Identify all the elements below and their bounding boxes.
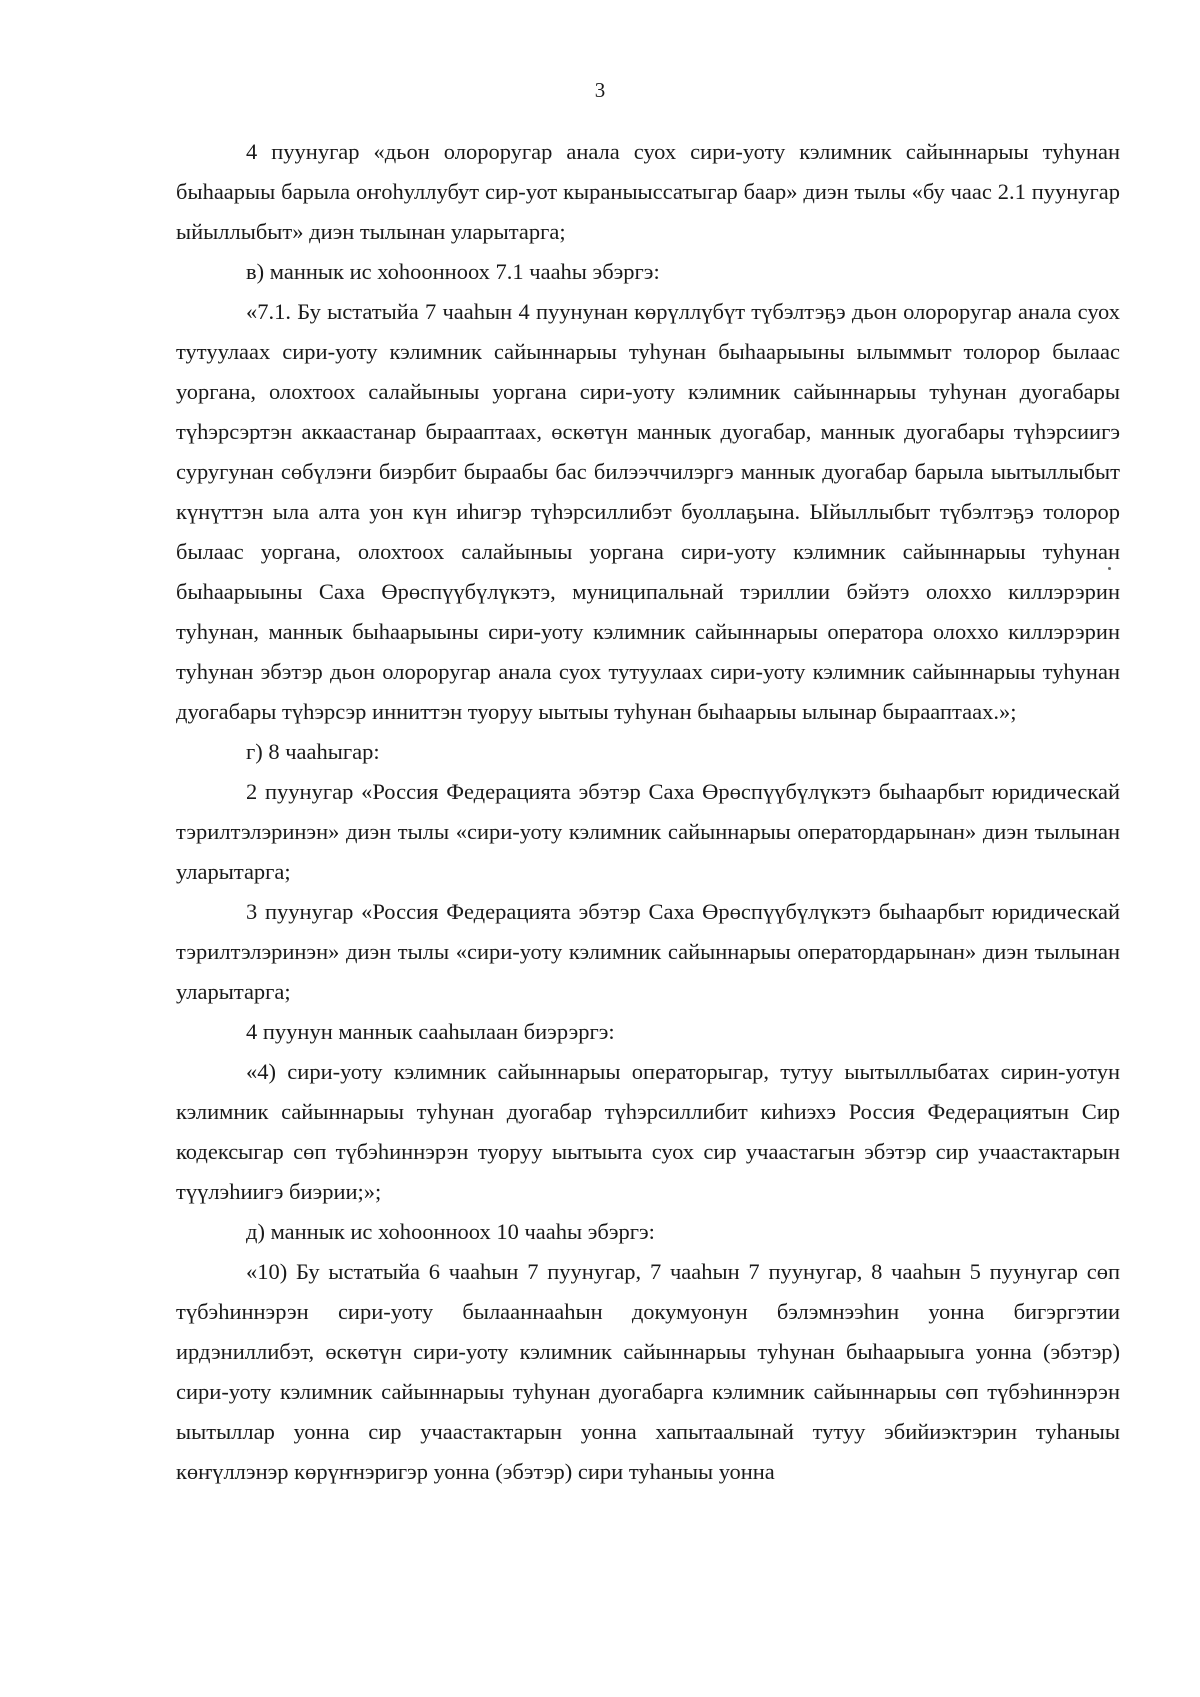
paragraph: г) 8 чааһыгар: — [246, 739, 380, 764]
paragraph: «10) Бу ыстатыйа 6 чааһын 7 пуунугар, 7 чааһын 7 пуунугар, 8 чааһын 5 пуунугар сөп түбэһиннэрэн сири-уоту былааннааһын докумуонун бэлэмнээһин уонна бигэргэтии ирдэниллибэт, өскөтүн сири-уоту кэлимник сайыннарыы туһунан быһаарыыга уонна (эбэтэр) сири-уоту кэлимник сайыннарыы туһунан дуогабарга кэлимник сайыннарыы сөп түбэһиннэрэн ыытыллар уонна сир учаастактарын уонна хапытаалынай тутуу эбийиэктэрин туһаныы көҥүллэнэр көрүҥнэригэр уонна (эбэтэр) сири туһаныы уонна — [176, 1259, 1120, 1484]
paragraph: в) маннык ис хоһоонноох 7.1 чааһы эбэргэ: — [246, 259, 660, 284]
paragraph: 2 пуунугар «Россия Федерацията эбэтэр Саха Өрөспүүбүлүкэтэ быһаарбыт юридическай тэрилтэлэринэн» диэн тылы «сири-уоту кэлимник сайыннарыы оператордарынан» диэн тылынан уларытарга; — [176, 779, 1120, 884]
paragraph: «7.1. Бу ыстатыйа 7 чааһын 4 пуунунан көрүллүбүт түбэлтэҕэ дьон олороругар анала суох тутуулаах сири-уоту кэлимник сайыннарыы туһунан быһаарыыны ылыммыт толорор былаас уоргана, олохтоох салайыныы уоргана сири-уоту кэлимник сайыннарыы туһунан дуогабары түһэрсэртэн аккаастанар бырааптаах, өскөтүн маннык дуогабар, маннык дуогабары түһэрсиигэ суругунан сөбүлэҥи биэрбит быраабы бас билээччилэргэ маннык дуогабар барыла ыытыллыбыт күнүттэн ыла алта уон күн иһигэр түһэрсиллибэт буоллаҕына. Ыйыллыбыт түбэлтэҕэ толорор былаас уоргана, олохтоох салайыныы уоргана сири-уоту кэлимник сайыннарыы туһунан быһаарыыны Саха Өрөспүүбүлүкэтэ, муниципальнай тэриллии бэйэтэ олоххо киллэрэрин туһунан, маннык быһаарыыны сири-уоту кэлимник сайыннарыы оператора олоххо киллэрэрин туһунан эбэтэр дьон олороругар анала суох тутуулаах сири-уоту кэлимник сайыннарыы туһунан дуогабары түһэрсэр инниттэн туоруу ыытыы туһунан быһаарыы ылынар бырааптаах.»; — [176, 299, 1120, 724]
paragraph: д) маннык ис хоһоонноох 10 чааһы эбэргэ: — [246, 1219, 655, 1244]
paragraph: 3 пуунугар «Россия Федерацията эбэтэр Саха Өрөспүүбүлүкэтэ быһаарбыт юридическай тэрилтэлэринэн» диэн тылы «сири-уоту кэлимник сайыннарыы оператордарынан» диэн тылынан уларытарга; — [176, 899, 1120, 1004]
paragraph: 4 пуунугар «дьон олороругар анала суох сири-уоту кэлимник сайыннарыы туһунан быһаарыы барыла оҥоһуллубут сир-уот кыраныыссатыгар баар» диэн тылы «бу чаас 2.1 пуунугар ыйыллыбыт» диэн тылынан уларытарга; — [176, 139, 1120, 244]
paragraph: «4) сири-уоту кэлимник сайыннарыы операторыгар, тутуу ыытыллыбатах сирин-уотун кэлимник сайыннарыы туһунан дуогабар түһэрсиллибит киһиэхэ Россия Федерациятын Сир кодексыгар сөп түбэһиннэрэн туоруу ыытыыта суох сир учаастагын эбэтэр сир учаастактарын түүлэһиигэ биэрии;»; — [176, 1059, 1120, 1204]
page-number: 3 — [594, 78, 606, 102]
scan-speck — [1108, 567, 1111, 570]
paragraph: 4 пуунун маннык сааһылаан биэрэргэ: — [246, 1019, 615, 1044]
document-body — [176, 132, 1120, 1492]
